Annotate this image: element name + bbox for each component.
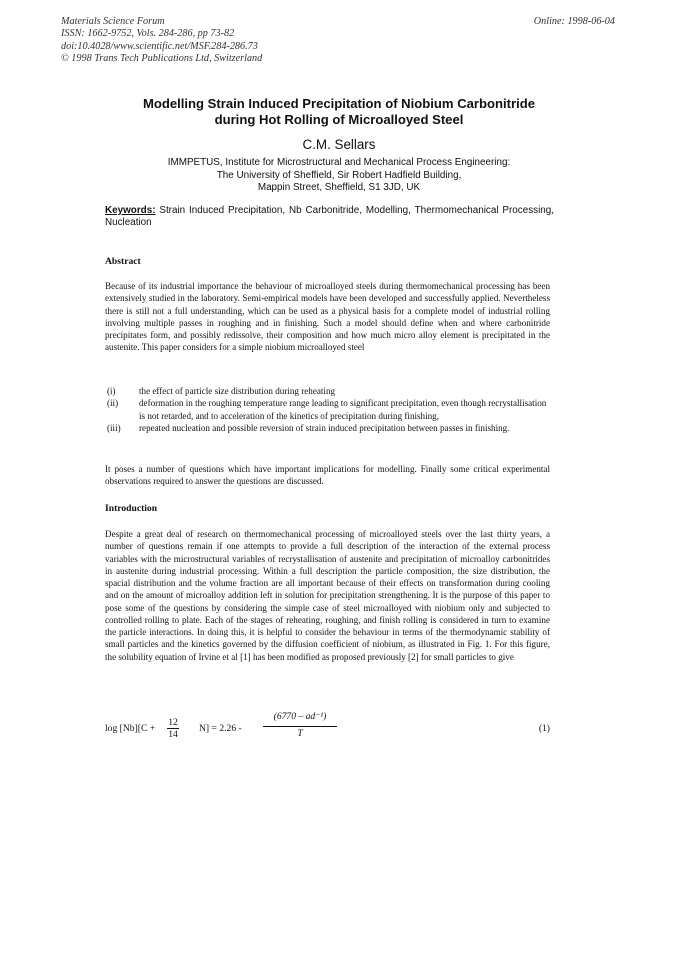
title-line-2: during Hot Rolling of Microalloyed Steel <box>214 111 464 127</box>
affiliation <box>60 157 618 195</box>
abstract-heading: Abstract <box>105 256 141 267</box>
list-item <box>105 422 550 434</box>
keywords-list: Strain Induced Precipitation, Nb Carbonitride, Modelling, Thermomechanical Processing, Nucleation <box>105 205 554 229</box>
list-item <box>105 397 550 422</box>
list-item-text: the effect of particle size distribution during reheating <box>139 386 336 396</box>
keywords-label: Keywords: <box>105 205 156 216</box>
fraction-12-over-14 <box>167 717 179 740</box>
journal-name: Materials Science Forum <box>61 16 165 27</box>
affiliation-line-1: IMMPETUS, Institute for Microstructural and Mechanical Process Engineering: <box>167 157 511 168</box>
fraction-denominator: 14 <box>168 729 178 740</box>
abstract-text: Because of its industrial importance the behaviour of microalloyed steels during thermomechanical processing has been extensively studied in the laboratory. Semi-empirical models have been developed and successfully applied. Nevertheless there is still not a full understanding, which can be used as a physical basis for a complete model of industrial rolling involving multiple passes in roughing and in finishing. Such a model should define when and where carbonitride precipitates form, and possibly redissolve, their composition and how much micro alloy element is precipitated in the austenite. This paper considers for a simple niobium microalloyed steel <box>105 281 550 353</box>
abstract-closing: It poses a number of questions which have important implications for modelling. Finally some critical experimental observations required to answer the questions are discussed. <box>105 464 550 487</box>
abstract-list <box>105 385 550 434</box>
list-item-text: deformation in the roughing temperature range leading to significant precipitation, even though recrystallisation is not retarded, and to acceleration of the kinetics of precipitation during finishing, <box>139 398 547 421</box>
copyright-line: © 1998 Trans Tech Publications Ltd, Switzerland <box>61 53 263 65</box>
equation-lhs-end: N] = 2.26 - <box>199 723 242 734</box>
fraction-numerator: (6770 – ad⁻¹) <box>273 711 327 722</box>
list-item-number: (i) <box>107 386 116 396</box>
equation-lhs-start: log [Nb][C + <box>105 723 156 734</box>
affiliation-line-3: Mappin Street, Sheffield, S1 3JD, UK <box>257 182 421 194</box>
affiliation-line-2: The University of Sheffield, Sir Robert Hadfield Building, <box>216 169 462 181</box>
title-line-1: Modelling Strain Induced Precipitation of Niobium Carbonitride <box>142 96 536 111</box>
paper-title <box>60 96 618 128</box>
doi-link[interactable]: doi:10.4028/www.scientific.net/MSF.284-286.73 <box>61 40 258 52</box>
issn-line: ISSN: 1662-9752, Vols. 284-286, pp 73-82 <box>61 28 235 40</box>
list-item-text: repeated nucleation and possible reversion of strain induced precipitation between passes in finishing. <box>139 422 510 433</box>
equation-1 <box>105 710 550 746</box>
keywords <box>105 205 554 229</box>
online-date: Online: 1998-06-04 <box>533 16 615 27</box>
author-name: C.M. Sellars <box>302 137 376 152</box>
list-item-number: (ii) <box>107 398 119 409</box>
introduction-text: Despite a great deal of research on thermomechanical processing of microalloyed steels over the last thirty years, a number of questions remain if one attempts to provide a full description of the interaction of the external process variables with the microstructural variables of recrystallisation of austenite and precipitation of microalloy carbonitrides in austenite during industrial processing. Within a full description the particle composition, the size distribution, the spacial distribution and the volume fraction are all important because of their effects on transformation during cooling and on the amount of microalloy addition left in solution for precipitation strengthening. It is the purpose of this paper to pose some of the questions by considering the simple case of steel microalloyed with niobium only and subjected to controlled rolling to plate. Each of the stages of reheating, roughing, and finish rolling is considered in turn to examine the particle interactions. In doing this, it is helpful to consider the behaviour in terms of the thermodynamic stability of small particles and the kinetics governed by the diffusion coefficient of niobium, as illustrated in Fig. 1. For this figure, the solubility equation of Irvine et al [1] has been modified as proposed previously [2] for small particles to give <box>105 529 550 662</box>
list-item-number: (iii) <box>107 422 121 433</box>
list-item <box>105 385 550 397</box>
equation-number: (1) <box>538 723 550 734</box>
fraction-main <box>263 708 337 741</box>
fraction-denominator: T <box>297 728 303 739</box>
fraction-numerator: 12 <box>168 717 178 728</box>
journal-metadata <box>61 16 262 66</box>
introduction-heading: Introduction <box>105 503 158 514</box>
